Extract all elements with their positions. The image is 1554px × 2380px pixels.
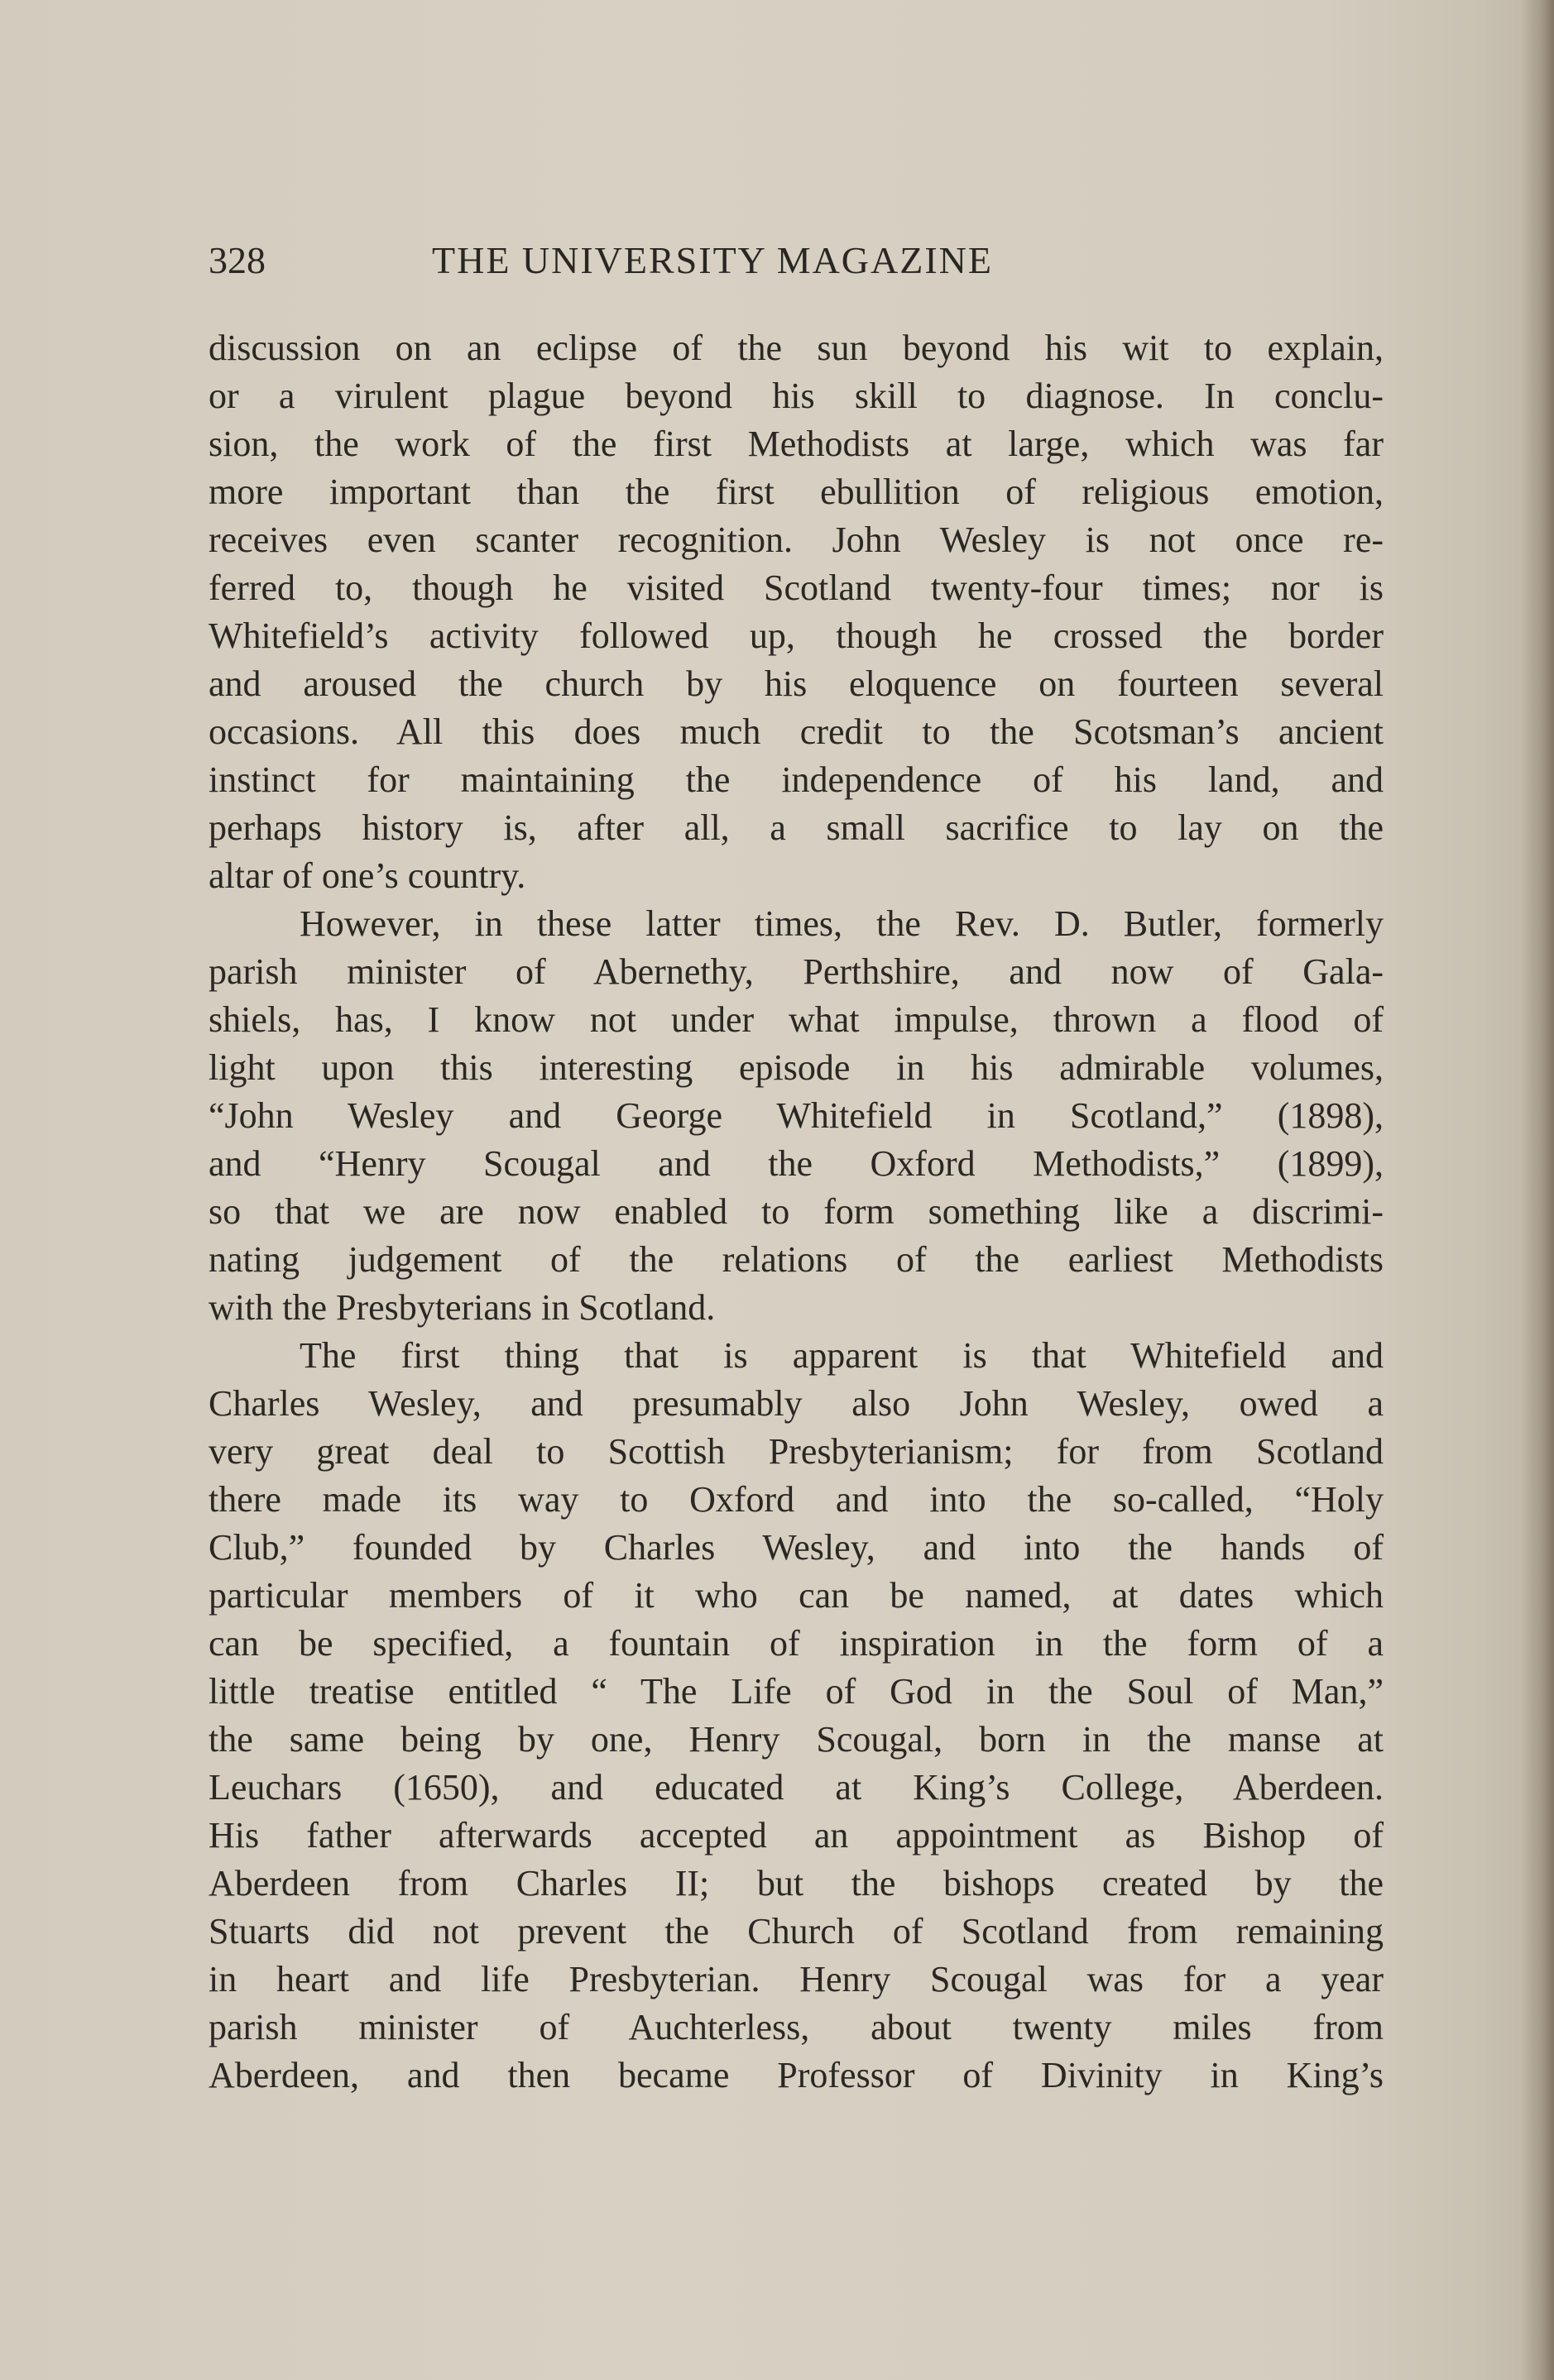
text-line: perhaps history is, after all, a small sacrifice to lay on the xyxy=(209,807,1384,848)
text-line: ferred to, though he visited Scotland twenty-four times; nor is xyxy=(209,567,1384,608)
paragraph-first-line: However, in these latter times, the Rev. D. Butler, formerly xyxy=(300,903,1384,944)
text-line: parish minister of Abernethy, Perthshire, and now of Gala- xyxy=(209,951,1384,992)
body-text xyxy=(209,324,1384,2100)
text-line: or a virulent plague beyond his skill to diagnose. In conclu- xyxy=(209,376,1384,416)
text-line: “John Wesley and George Whitefield in Scotland,” (1898), xyxy=(209,1095,1384,1136)
text-line: particular members of it who can be named, at dates which xyxy=(209,1575,1384,1616)
text-line: very great deal to Scottish Presbyterianism; for from Scotland xyxy=(209,1431,1384,1472)
text-line: can be specified, a fountain of inspiration in the form of a xyxy=(209,1623,1384,1664)
text-line: light upon this interesting episode in his admirable volumes, xyxy=(209,1047,1384,1088)
text-line: and “Henry Scougal and the Oxford Methodists,” (1899), xyxy=(209,1143,1384,1184)
text-line: receives even scanter recognition. John Wesley is not once re- xyxy=(209,520,1384,560)
text-line: Charles Wesley, and presumably also John Wesley, owed a xyxy=(209,1383,1384,1424)
running-title: THE UNIVERSITY MAGAZINE xyxy=(432,239,993,281)
text-line: instinct for maintaining the independence of his land, and xyxy=(209,759,1384,800)
text-line: sion, the work of the first Methodists at large, which was far xyxy=(209,424,1384,464)
text-line: discussion on an eclipse of the sun beyond his wit to explain, xyxy=(209,328,1384,368)
page-number: 328 xyxy=(209,239,266,281)
text-line: Club,” founded by Charles Wesley, and into the hands of xyxy=(209,1527,1384,1568)
text-line: little treatise entitled “ The Life of God in the Soul of Man,” xyxy=(209,1671,1384,1712)
text-line: Whitefield’s activity followed up, though he crossed the border xyxy=(209,615,1384,656)
text-line: in heart and life Presbyterian. Henry Scougal was for a year xyxy=(209,1959,1384,1999)
text-line: so that we are now enabled to form something like a discrimi- xyxy=(209,1191,1384,1232)
text-line: with the Presbyterians in Scotland. xyxy=(209,1287,716,1328)
text-line: shiels, has, I know not under what impulse, thrown a flood of xyxy=(209,999,1384,1040)
text-line: and aroused the church by his eloquence on fourteen several xyxy=(209,663,1384,704)
text-line: parish minister of Auchterless, about twenty miles from xyxy=(209,2007,1384,2047)
text-line: there made its way to Oxford and into the so-called, “Holy xyxy=(209,1479,1384,1520)
text-line: His father afterwards accepted an appointment as Bishop of xyxy=(209,1815,1384,1856)
text-line: altar of one’s country. xyxy=(209,855,526,896)
text-line: the same being by one, Henry Scougal, born in the manse at xyxy=(209,1719,1384,1760)
paragraph-first-line: The first thing that is apparent is that Whitefield and xyxy=(300,1335,1384,1376)
text-line: Aberdeen, and then became Professor of Divinity in King’s xyxy=(209,2055,1384,2095)
page-gutter-shadow xyxy=(1521,0,1554,2380)
text-line: Leuchars (1650), and educated at King’s College, Aberdeen. xyxy=(209,1767,1384,1808)
text-line: Stuarts did not prevent the Church of Scotland from remaining xyxy=(209,1911,1384,1951)
text-line: occasions. All this does much credit to the Scotsman’s ancient xyxy=(209,711,1384,752)
page-header xyxy=(209,238,1119,288)
text-line: nating judgement of the relations of the earliest Methodists xyxy=(209,1239,1384,1280)
text-line: Aberdeen from Charles II; but the bishops created by the xyxy=(209,1863,1384,1904)
text-line: more important than the first ebullition of religious emotion, xyxy=(209,472,1384,512)
